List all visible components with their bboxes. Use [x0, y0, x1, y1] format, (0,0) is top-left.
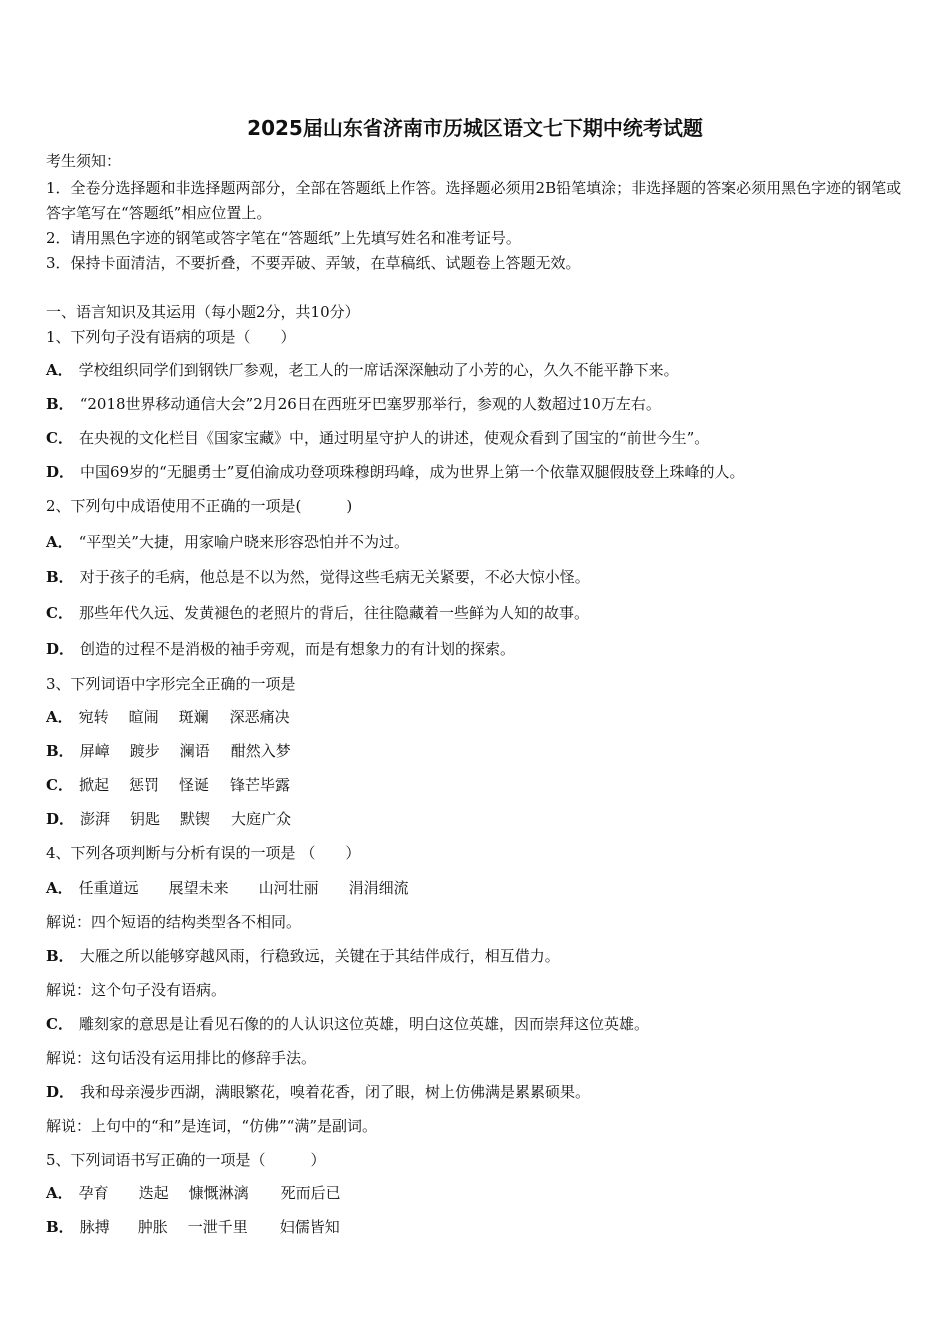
- q1-option-b: [46, 393, 661, 415]
- option-text: 任重道远 展望未来 山河壮丽 涓涓细流: [78, 879, 409, 897]
- option-word: 默锲: [180, 810, 211, 828]
- option-letter: C．: [46, 429, 73, 447]
- option-word: 暄闹: [128, 708, 159, 726]
- option-word: 钥匙: [130, 810, 161, 828]
- option-word: 慷慨淋漓: [188, 1184, 249, 1202]
- q4-note-d: 解说：上句中的“和”是连词，“仿佛”“满”是副词。: [46, 1117, 378, 1135]
- option-letter: B．: [46, 395, 74, 413]
- option-word: 一泄千里: [187, 1218, 248, 1236]
- option-text: 雕刻家的意思是让看见石像的的人认识这位英雄，明白这位英雄，因而崇拜这位英雄。: [78, 1015, 649, 1033]
- option-letter: A．: [46, 879, 73, 897]
- option-word: 踱步: [129, 742, 160, 760]
- option-text: 我和母亲漫步西湖，满眼繁花，嗅着花香，闭了眼，树上仿佛满是累累硕果。: [80, 1083, 591, 1101]
- notice-item-3: 3．保持卡面清洁，不要折叠，不要弄破、弄皱，在草稿纸、试题卷上答题无效。: [46, 254, 581, 272]
- option-text: 在央视的文化栏目《国家宝藏》中，通过明星守护人的讲述，使观众看到了国宝的“前世今生”。: [78, 429, 710, 447]
- option-word: 深恶痛决: [229, 708, 290, 726]
- option-letter: A．: [46, 533, 73, 551]
- notice-item-1: 1．全卷分选择题和非选择题两部分，全部在答题纸上作答。选择题必须用2B铅笔填涂；非选择题的答案必须用黑色字迹的钢笔或答字笔写在“答题纸”相应位置上。: [46, 179, 902, 222]
- option-word: 死而后已: [280, 1184, 341, 1202]
- option-word: 妇儒皆知: [279, 1218, 340, 1236]
- option-letter: B．: [46, 947, 74, 965]
- option-letter: A．: [46, 1184, 73, 1202]
- question-4-stem: 4、下列各项判断与分析有误的一项是 （ ）: [46, 844, 361, 862]
- option-text: 中国69岁的“无腿勇士”夏伯渝成功登项珠穆朗玛峰，成为世界上第一个依靠双腿假肢登上珠峰的人。: [80, 463, 745, 481]
- option-word: 肿胀: [137, 1218, 168, 1236]
- q4-item-c: [46, 1013, 649, 1035]
- q4-item-a: [46, 877, 409, 899]
- option-text: 对于孩子的毛病，他总是不以为然，觉得这些毛病无关紧要，不必大惊小怪。: [79, 568, 590, 586]
- option-letter: B．: [46, 1218, 74, 1236]
- option-letter: D．: [46, 640, 75, 658]
- option-text: 学校组织同学们到钢铁厂参观，老工人的一席话深深触动了小芳的心，久久不能平静下来。: [78, 361, 679, 379]
- q3-option-a: [46, 706, 290, 728]
- q1-option-c: [46, 427, 709, 449]
- option-text: 那些年代久远、发黄褪色的老照片的背后，往往隐藏着一些鲜为人知的故事。: [78, 604, 589, 622]
- section-heading: 一、语言知识及其运用（每小题2分，共10分）: [46, 303, 360, 321]
- option-word: 惩罚: [128, 776, 159, 794]
- option-letter: A．: [46, 361, 73, 379]
- question-3-stem: 3、下列词语中字形完全正确的一项是: [46, 675, 296, 693]
- option-word: 屏嶂: [79, 742, 110, 760]
- q4-item-b: [46, 945, 560, 967]
- option-word: 锋芒毕露: [229, 776, 290, 794]
- option-letter: A．: [46, 708, 73, 726]
- option-word: 宛转: [78, 708, 109, 726]
- option-word: 怪诞: [178, 776, 209, 794]
- q2-option-b: [46, 566, 590, 588]
- q2-option-c: [46, 602, 589, 624]
- q3-option-c: [46, 774, 290, 796]
- option-word: 脉搏: [79, 1218, 110, 1236]
- option-letter: D．: [46, 810, 75, 828]
- q4-note-a: 解说：四个短语的结构类型各不相同。: [46, 913, 302, 931]
- option-text: 创造的过程不是消极的袖手旁观，而是有想象力的有计划的探索。: [80, 640, 516, 658]
- q3-option-b: [46, 740, 291, 762]
- option-word: 掀起: [78, 776, 109, 794]
- option-word: 迭起: [138, 1184, 169, 1202]
- option-word: 孕育: [78, 1184, 109, 1202]
- notice-item-2: 2．请用黑色字迹的钢笔或答字笔在“答题纸”上先填写姓名和准考证号。: [46, 229, 521, 247]
- option-letter: B．: [46, 742, 74, 760]
- option-text: 大雁之所以能够穿越风雨，行稳致远，关键在于其结伴成行，相互借力。: [79, 947, 560, 965]
- q4-note-c: 解说：这句话没有运用排比的修辞手法。: [46, 1049, 317, 1067]
- q1-option-a: [46, 359, 679, 381]
- q1-option-d: [46, 461, 744, 483]
- q4-item-d: [46, 1081, 590, 1103]
- question-2-stem: 2、下列句中成语使用不正确的一项是( ): [46, 497, 353, 515]
- notice-heading: 考生须知：: [46, 152, 122, 170]
- option-word: 斑斓: [178, 708, 209, 726]
- question-1-stem: 1、下列句子没有语病的项是（ ）: [46, 328, 296, 346]
- option-letter: C．: [46, 776, 73, 794]
- q5-option-b: [46, 1216, 340, 1238]
- option-letter: D．: [46, 463, 75, 481]
- option-word: 酣然入梦: [230, 742, 291, 760]
- option-word: 大庭广众: [231, 810, 292, 828]
- page-title: 2025届山东省济南市历城区语文七下期中统考试题: [247, 116, 703, 140]
- option-word: 澎湃: [80, 810, 111, 828]
- option-letter: D．: [46, 1083, 75, 1101]
- option-word: 澜语: [179, 742, 210, 760]
- option-letter: C．: [46, 1015, 73, 1033]
- option-letter: C．: [46, 604, 73, 622]
- question-5-stem: 5、下列词语书写正确的一项是（ ）: [46, 1151, 326, 1169]
- q3-option-d: [46, 808, 291, 830]
- q2-option-d: [46, 638, 515, 660]
- q2-option-a: [46, 531, 409, 553]
- option-text: “平型关”大捷，用家喻户晓来形容恐怕并不为过。: [78, 533, 409, 551]
- q4-note-b: 解说：这个句子没有语病。: [46, 981, 227, 999]
- option-text: “2018世界移动通信大会”2月26日在西班牙巴塞罗那举行，参观的人数超过10万左右。: [79, 395, 661, 413]
- q5-option-a: [46, 1182, 341, 1204]
- option-letter: B．: [46, 568, 74, 586]
